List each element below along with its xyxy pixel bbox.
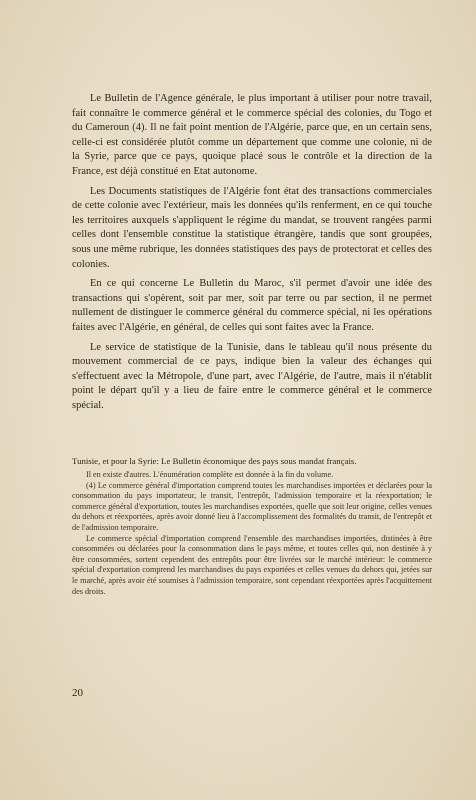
- page-number: 20: [72, 687, 83, 699]
- paragraph-bulletin-maroc: En ce qui concerne Le Bulletin du Maroc, s'il permet d'avoir une idée des transactions qui s'opèrent, soit par mer, soit par terre ou par section, il ne permet nullement de distinguer le commerce général du commerce spécial, ni les opérations faites avec l'Algérie, en général, de celles qui sont faites avec la France.: [72, 278, 432, 333]
- main-text: [72, 92, 432, 418]
- footnote-4: (4) Le commerce général d'importation comprend toutes les marchandises importées et déclarées pour la consommation du pays importateur, le transit, l'entrepôt, l'admission temporaire et la réexportation; le commerce général d'exportation, toutes les marchandises exportées, quelle que soit leur origine, celles venues du dehors et réexportées, après avoir donné lieu à l'accomplissement des formalités du transit, de l'entrepôt et de l'admission temporaire.: [72, 480, 432, 532]
- paragraph-bulletin-agence: Le Bulletin de l'Agence générale, le plus important à utiliser pour notre travail, fait connaître le commerce général et le commerce spécial des colonies, du Togo et du Cameroun (4). Il ne fait point mention de l'Algérie, parce que, en un certain sens, celle-ci est considérée plutôt comme un département que comme une colonie, ni de la Syrie, parce que ce pays, quoique placé sous le contrôle et la direction de la France, est déjà constitué en Etat autonome.: [72, 93, 432, 177]
- footnote-continuation: Tunisie, et pour la Syrie: Le Bulletin économique des pays sous mandat français.: [72, 456, 357, 466]
- paragraph-documents-algerie: Les Documents statistiques de l'Algérie font état des transactions commerciales de cette colonie avec l'extérieur, mais les données qu'ils renferment, en ce qui touche les territoires auxquels s'appliquent le régime du mandat, se trouvent rangées parmi celles dont l'ensemble constitue la statistique étrangère, tandis que sont groupées, sous une même rubrique, les données statistiques des pays de protectorat et celles des colonies.: [72, 185, 432, 270]
- paragraph-tunisie: Le service de statistique de la Tunisie, dans le tableau qu'il nous présente du mouvement commercial de ce pays, indique bien la valeur des échanges qui s'effectuent avec la Métropole, d'une part, avec l'Algérie, de l'autre, mais il n'établit point le départ qu'il y a lieu de faire entre le commerce général et le commerce spécial.: [72, 341, 432, 411]
- footnote-autres: Il en existe d'autres. L'énumération complète est donnée à la fin du volume.: [86, 470, 334, 479]
- footnote-commerce-special: Le commerce spécial d'importation comprend l'ensemble des marchandises importées, distinées à être consommées ou déclarées pour la consommation dans le pays même, et toutes celles qui, non destinée à y être consommées, sortent cependent des entrepôts pour être livrées sur le marché intérieur: le commerce spécial d'exportation comprend les marchandises du pays exportées et celles venues du dehors qui, jetées sur le marché, après avoir été soumises à l'admission temporaire, sont cependant réexportées après l'acquittement des droits.: [72, 533, 432, 596]
- footnotes: [72, 456, 432, 597]
